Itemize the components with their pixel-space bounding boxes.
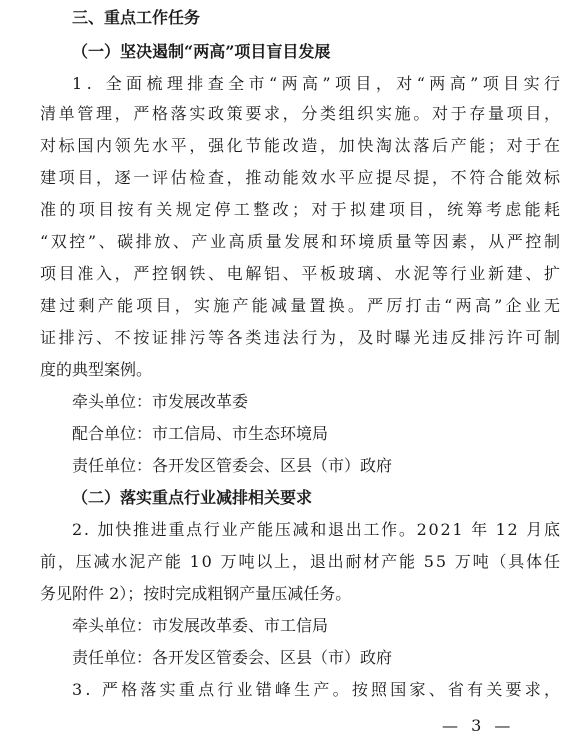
item1-coop-unit: 配合单位：市工信局、市生态环境局	[72, 424, 329, 443]
page-number: — 3 —	[442, 716, 515, 735]
item1-line-2: 清单管理，严格落实政策要求，分类组织实施。对于存量项目，	[40, 104, 563, 123]
item1-line-1: 1. 全面梳理排查全市“两高”项目，对“两高”项目实行	[72, 74, 565, 93]
item1-line-4: 建项目，逐一评估检查，推动能效水平应提尽提，不符合能效标	[40, 168, 563, 187]
item1-line-9: 证排污、不按证排污等各类违法行为，及时曝光违反排污许可制	[40, 328, 563, 347]
section-heading: 三、重点工作任务	[72, 8, 201, 27]
item1-line-10: 度的典型案例。	[40, 360, 153, 379]
item2-line-3: 务见附件 2）；按时完成粗钢产量压减任务。	[40, 584, 352, 603]
item2-resp-unit: 责任单位：各开发区管委会、区县（市）政府	[72, 648, 393, 667]
subsection-title-2: （二）落实重点行业减排相关要求	[72, 488, 313, 507]
item2-line-1: 2. 加快推进重点行业产能压减和退出工作。2021 年 12 月底	[72, 520, 562, 539]
item2-line-2: 前，压减水泥产能 10 万吨以上，退出耐材产能 55 万吨（具体任	[40, 552, 562, 571]
item1-line-6: “双控”、碳排放、产业高质量发展和环境质量等因素，从严控制	[40, 232, 563, 251]
item1-line-7: 项目准入，严控钢铁、电解铝、平板玻璃、水泥等行业新建、扩	[40, 264, 563, 283]
item1-line-8: 建过剩产能项目，实施产能减量置换。严厉打击“两高”企业无	[40, 296, 564, 315]
item3-line-1: 3. 严格落实重点行业错峰生产。按照国家、省有关要求，	[72, 680, 564, 699]
item1-lead-unit: 牵头单位：市发展改革委	[72, 392, 249, 411]
subsection-title-1: （一）坚决遏制“两高”项目盲目发展	[72, 42, 331, 61]
item1-line-5: 准的项目按有关规定停工整改；对于拟建项目，统筹考虑能耗	[40, 200, 564, 219]
item1-resp-unit: 责任单位：各开发区管委会、区县（市）政府	[72, 456, 393, 475]
item2-lead-unit: 牵头单位：市发展改革委、市工信局	[72, 616, 329, 635]
item1-line-3: 对标国内领先水平，强化节能改造，加快淘汰落后产能；对于在	[40, 136, 563, 155]
